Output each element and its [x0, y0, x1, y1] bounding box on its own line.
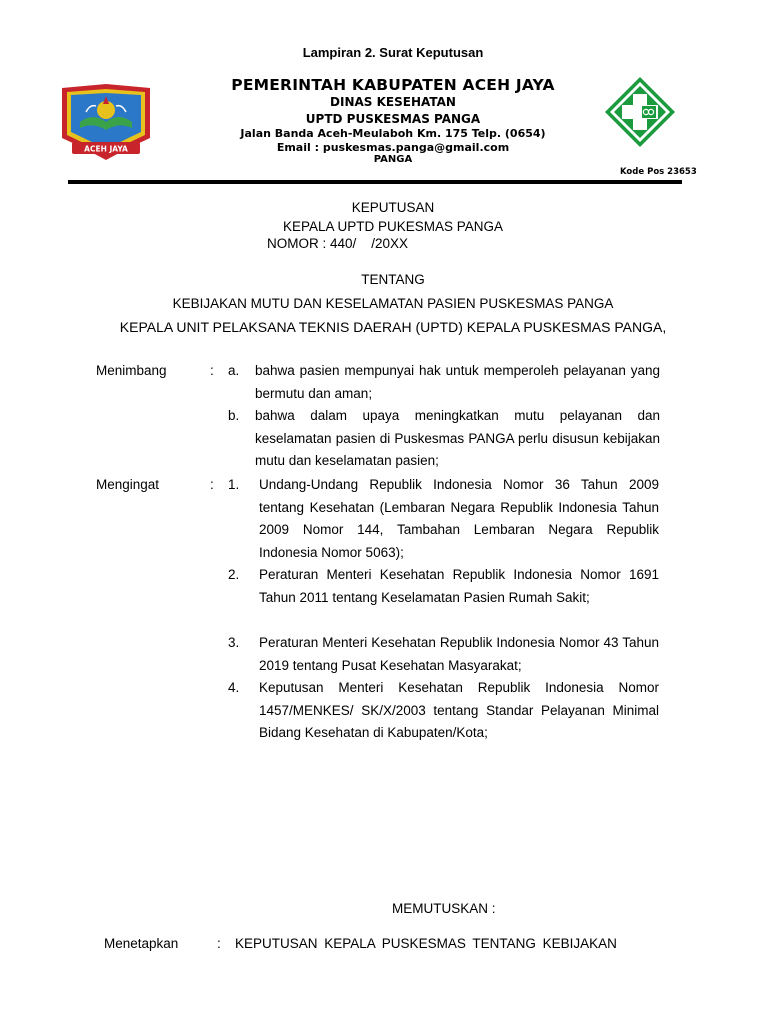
list-item [259, 474, 659, 564]
menetapkan-text: KEPUTUSAN KEPALA PUSKESMAS TENTANG KEBIJAKAN [235, 936, 617, 951]
list-item-text: Undang-Undang Republik Indonesia Nomor 36 Tahun 2009 tentang Kesehatan (Lembaran Negara Republik Indonesia Tahun 2009 Nomor 144, Tambahan Lembaran Negara Republik Indonesia Nomor 5063); [259, 477, 659, 560]
unit-name: UPTD PUSKESMAS PANGA [305, 112, 481, 126]
town-name: PANGA [373, 154, 413, 165]
mengingat-label: Mengingat [96, 477, 160, 492]
government-name: PEMERINTAH KABUPATEN ACEH JAYA [231, 76, 555, 94]
list-item [255, 360, 660, 405]
emblem-banner-text: ACEH JAYA [84, 144, 128, 154]
department-name: DINAS KESEHATAN [330, 95, 456, 109]
title-about: TENTANG [361, 272, 425, 287]
mengingat-colon: : [210, 477, 214, 492]
title-issuer: KEPALA UPTD PUKESMAS PANGA [282, 219, 504, 234]
address-line: Jalan Banda Aceh-Meulaboh Km. 175 Telp. (0654) [240, 127, 546, 140]
puskesmas-green-cross-logo-icon [602, 74, 678, 150]
decision-heading: MEMUTUSKAN : [392, 901, 496, 916]
email-line: Email : puskesmas.panga@gmail.com [276, 141, 510, 154]
list-item-text: Peraturan Menteri Kesehatan Republik Indonesia Nomor 1691 Tahun 2011 tentang Keselamatan Pasien Rumah Sakit; [259, 567, 659, 605]
letterhead-divider [68, 180, 682, 184]
list-item [255, 405, 660, 473]
list-item-marker: b. [228, 408, 240, 423]
postal-code: Kode Pos 23653 [620, 167, 697, 177]
list-item-text: bahwa pasien mempunyai hak untuk memperoleh pelayanan yang bermutu dan aman; [255, 363, 660, 401]
list-item [259, 677, 659, 745]
list-item-marker: 1. [228, 477, 240, 492]
menetapkan-label: Menetapkan [104, 936, 179, 951]
title-decree: KEPUTUSAN [351, 200, 435, 215]
list-item-marker: a. [228, 363, 240, 378]
list-item [259, 632, 659, 677]
list-item [259, 564, 659, 609]
list-item-text: bahwa dalam upaya meningkatkan mutu pelayanan dan keselamatan pasien di Puskesmas PANGA perlu disusun kebijakan mutu dan keselamatan pasien; [255, 408, 660, 469]
list-item-marker: 4. [228, 680, 240, 695]
attachment-label: Lampiran 2. Surat Keputusan [302, 45, 484, 60]
list-item-marker: 3. [228, 635, 240, 650]
list-item-text: Peraturan Menteri Kesehatan Republik Indonesia Nomor 43 Tahun 2019 tentang Pusat Kesehatan Masyarakat; [259, 635, 659, 673]
menimbang-label: Menimbang [96, 363, 167, 378]
title-authority: KEPALA UNIT PELAKSANA TEKNIS DAERAH (UPTD) KEPALA PUSKESMAS PANGA, [119, 319, 667, 335]
list-item-text: Keputusan Menteri Kesehatan Republik Indonesia Nomor 1457/MENKES/ SK/X/2003 tentang Standar Pelayanan Minimal Bidang Kesehatan di Kabupaten/Kota; [259, 680, 659, 741]
list-item-marker: 2. [228, 567, 240, 582]
menetapkan-colon: : [217, 936, 221, 951]
title-subject: KEBIJAKAN MUTU DAN KESELAMATAN PASIEN PUSKESMAS PANGA [172, 296, 614, 311]
decree-number: NOMOR : 440/ /20XX [267, 236, 409, 251]
menimbang-colon: : [210, 363, 214, 378]
